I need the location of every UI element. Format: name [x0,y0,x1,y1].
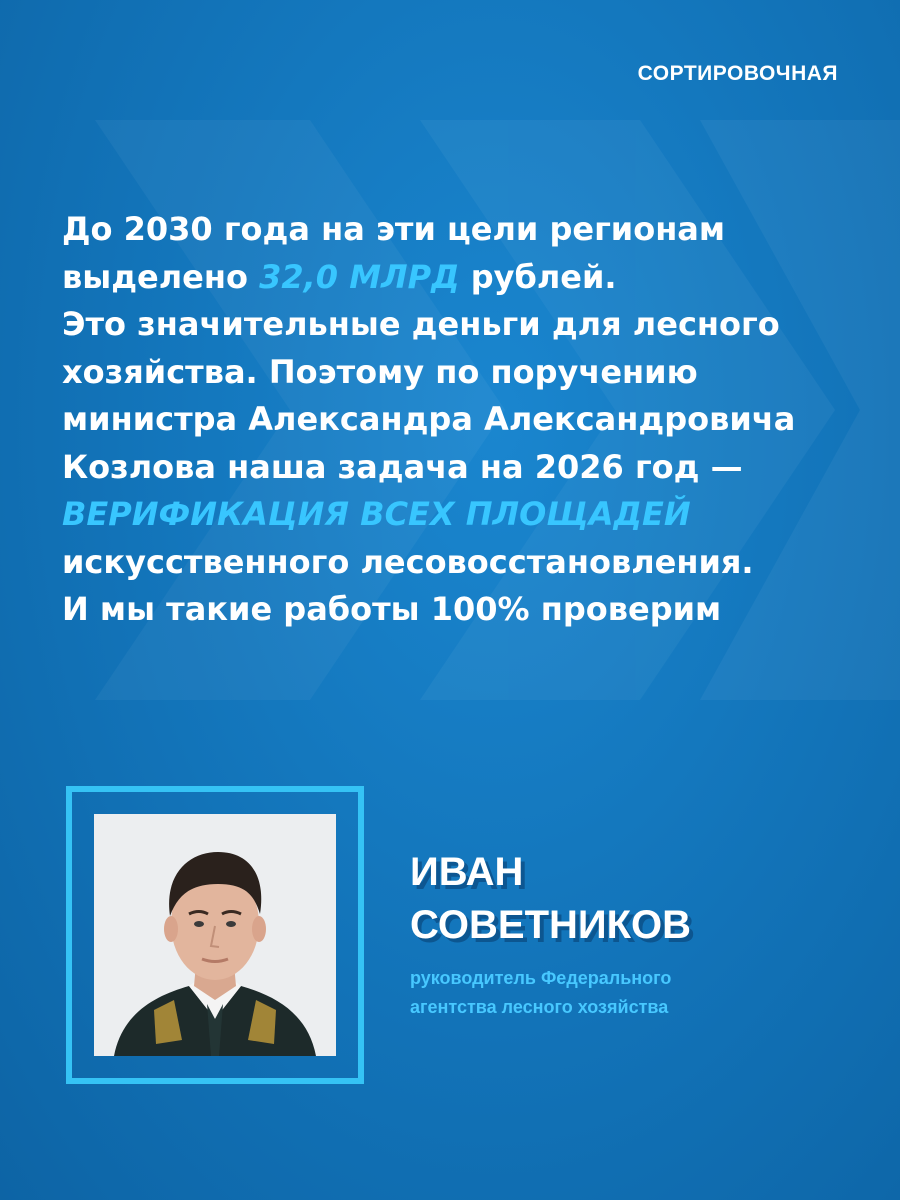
quote-text [62,206,852,634]
photo-frame [66,786,364,1084]
quote-line: министра Александра Александровича [62,400,796,438]
quote-line: хозяйства. Поэтому по поручению [62,352,698,391]
quote-line: До 2030 года на эти цели регионам [62,210,726,248]
quote-line: Козлова наша задача на 2026 год — [62,447,743,486]
quote-line-end: рублей. [459,257,617,296]
last-name: СОВЕТНИКОВ [410,903,692,947]
portrait-illustration [94,814,336,1056]
amount-highlight: 32,0 МЛРД [259,257,460,296]
first-name: ИВАН [410,850,524,894]
verification-highlight: ВЕРИФИКАЦИЯ ВСЕХ ПЛОЩАДЕЙ [62,495,691,533]
quote-line [62,254,852,302]
quote-line: Это значительные деньги для лесного [62,305,780,343]
person-name [410,846,691,952]
quote-line: искусственного лесовосстановления. [62,542,754,581]
role-line: руководитель Федерального [410,968,672,988]
person-role [410,964,671,1022]
portrait-photo [94,814,336,1056]
quote-line: И мы такие работы 100% проверим [62,590,722,628]
role-line: агентства лесного хозяйства [410,997,669,1017]
quote-line-start: выделено [62,257,260,296]
category-tag: СОРТИРОВОЧНАЯ [637,62,838,85]
